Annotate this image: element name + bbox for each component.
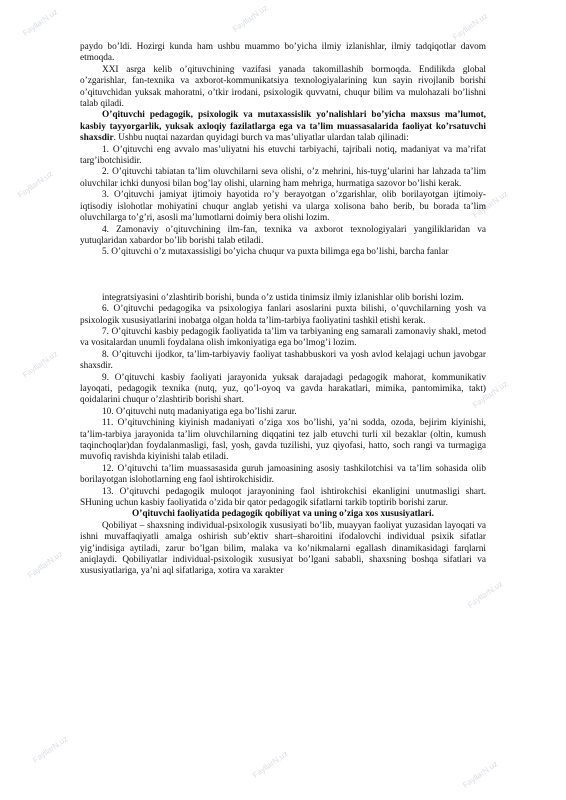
page-gap [80, 259, 486, 293]
definition-rest-text: . Ushbu nuqtai nazardan quyidagi burch va mas’uliyatlar ulardan talab qilinadi: [113, 133, 409, 144]
list-item: 4. Zamonaviy o’qituvchining ilm-fan, texnika va axborot texnologiyalari yangiliklaridan va yutuqlaridan xabardor bo’lib borishi talab etiladi. [80, 224, 486, 246]
list-item: 8. O’qituvchi ijodkor, ta’lim-tarbiyaviy faoliyat tashabbuskori va yosh avlod kelajagi uchun javobgar shaxsdir. [80, 349, 486, 372]
paragraph: integratsiyasini o’zlashtirib borishi, bunda o’z ustida tinimsiz ilmiy izlanishlar olib borishi lozim. [102, 292, 464, 303]
list-item: 9. O’qituvchi kasbiy faoliyati jarayonida yuksak darajadagi pedagogik mahorat, kommunikativ layoqati, pedagogik texnika (nutq, yuz, qo’l-oyoq va gavda harakatlari, mimika, pantomimika, takt) qoidalarini chuqur o’zlashtirib borishi shart. [80, 372, 486, 406]
watermark: FayllarN.uz [471, 189, 510, 220]
watermark: FayllarN.uz [231, 3, 270, 34]
list-item: 10. O’qituvchi nutq madaniyatiga ega bo’lishi zarur. [102, 406, 297, 417]
watermark: FayllarN.uz [471, 379, 510, 410]
paragraph: Qobiliyat – shaxsning individual-psixologik xususiyati bo’lib, muayyan faoliyat yuzasidan layoqati va ishni muvaffaqiyatli amalga oshirish sub’ektiv shart–sharoitini ifodalovchi individual psixik sifatlar yig’indisiga aytiladi, zarur bo’lgan bilim, malaka va ko’nikmalarni egallash dinamikasidagi farqlarni aniqlaydi. Qobiliyatlar individual-psixologik xususiyat bo’lgani sababli, shaxsning boshqa sifatlari va xususiyatlariga, ya’ni aql sifatlariga, xotira va xarakter [80, 520, 486, 577]
watermark: FayllarN.uz [31, 734, 70, 765]
watermark: FayllarN.uz [21, 7, 60, 38]
watermark: FayllarN.uz [16, 169, 55, 200]
watermark: FayllarN.uz [466, 579, 505, 610]
section-heading: O’qituvchi faoliyatida pedagogik qobiliyat va uning o’ziga xos xususiyatlari. [132, 509, 434, 520]
definition-paragraph [80, 110, 486, 144]
list-item: 2. O’qituvchi tabiatan ta’lim oluvchilarni seva olishi, o’z mehrini, his-tuyg’ularini har lahzada ta’lim oluvchilar ichki dunyosi bilan bog’lay olishi, ularning ham mehriga, hurmatiga sazovor bo’lishi kerak. [80, 167, 486, 189]
watermark: FayllarN.uz [21, 349, 60, 380]
watermark: FayllarN.uz [251, 749, 290, 780]
document-page [80, 42, 486, 578]
list-item: 11. O’qituvchining kiyinish madaniyati o’ziga xos bo’lishi, ya’ni sodda, ozoda, bejirim kiyinishi, ta’lim-tarbiya jarayonida ta’lim oluvchilarning diqqatini tez jalb etuvchi turli xil bezaklar (oltin, kumush taqinchoqlar)dan foydalanmasligi, fasl, yosh, gavda tuzilishi, yuz qiyofasi, hatto, soch rangi va turmagiga muvofiq ravishda kiyinishi talab etiladi. [80, 418, 486, 463]
list-item: 6. O’qituvchi pedagogika va psixologiya fanlari asoslarini puxta bilishi, o’quvchilarning yosh va psixologik xususiyatlarini inobatga olgan holda ta’lim-tarbiya faoliyatini tashkil etishi kerak. [80, 304, 486, 326]
watermark: FayllarN.uz [26, 549, 65, 580]
paragraph: paydo bo’ldi. Hozirgi kunda ham ushbu muammo bo’yicha ilmiy izlanishlar, ilmiy tadqiqotlar davom etmoqda. [80, 42, 486, 64]
list-item: 7. O’qituvchi kasbiy pedagogik faoliyatida ta’lim va tarbiyaning eng samarali zamonaviy shakl, metod va vositalardan unumli foydalana olish imkoniyatiga ega bo’lmog’i lozim. [80, 326, 486, 349]
watermark: FayllarN.uz [461, 759, 500, 790]
watermark: FayllarN.uz [451, 11, 490, 42]
definition-bold-text: O’qituvchi pedagogik, psixologik va mutaxassislik yo’nalishlari bo’yicha maxsus ma’lumot, kasbiy tayyorgarlik, yuksak axloqiy fazilatlarga ega va ta’lim muassasalarida faoliyat ko’rsatuvchi shaxsdir [80, 110, 486, 144]
list-item: 5. O’qituvchi o’z mutaxassisligi bo’yicha chuqur va puxta bilimga ega bo’lishi, barcha fanlar [102, 247, 449, 258]
list-item: 13. O’qituvchi pedagogik muloqot jarayonining faol ishtirokchisi ekanligini unutmasligi shart. SHuning uchun kasbiy faoliyatida o’zida bir qator pedagogik sifatlarni tarkib toptirib borishi zarur. [80, 486, 486, 509]
list-item: 1. O’qituvchi eng avvalo mas’uliyatni his etuvchi tarbiyachi, tajribali notiq, madaniyat va ma’rifat targ’ibotchisidir. [80, 144, 486, 167]
paragraph: XXI asrga kelib o’qituvchining vazifasi yanada takomillashib bormoqda. Endilikda global o’zgarishlar, fan-texnika va axborot-kommunikatsiya texnologiyalarining kun sayin rivojlanib borishi o’qituvchidan yuksak mahoratni, o’tkir irodani, psixologik quvvatni, chuqur bilim va mulohazali bo’lishni talab qiladi. [80, 64, 486, 110]
list-item: 3. O’qituvchi jamiyat ijtimoiy hayotida ro’y berayotgan o’zgarishlar, olib borilayotgan ijtimoiy-iqtisodiy islohotlar mohiyatini chuqur anglab yetishi va ularga xolisona baho berib, bu borada ta’lim oluvchilarga to’g’ri, asosli ma’lumotlarni doimiy bera olishi lozim. [80, 190, 486, 224]
list-item: 12. O’qituvchi ta’lim muassasasida guruh jamoasining asosiy tashkilotchisi va ta’lim sohasida olib borilayotgan islohotlarning eng faol ishtirokchisidir. [80, 463, 486, 486]
